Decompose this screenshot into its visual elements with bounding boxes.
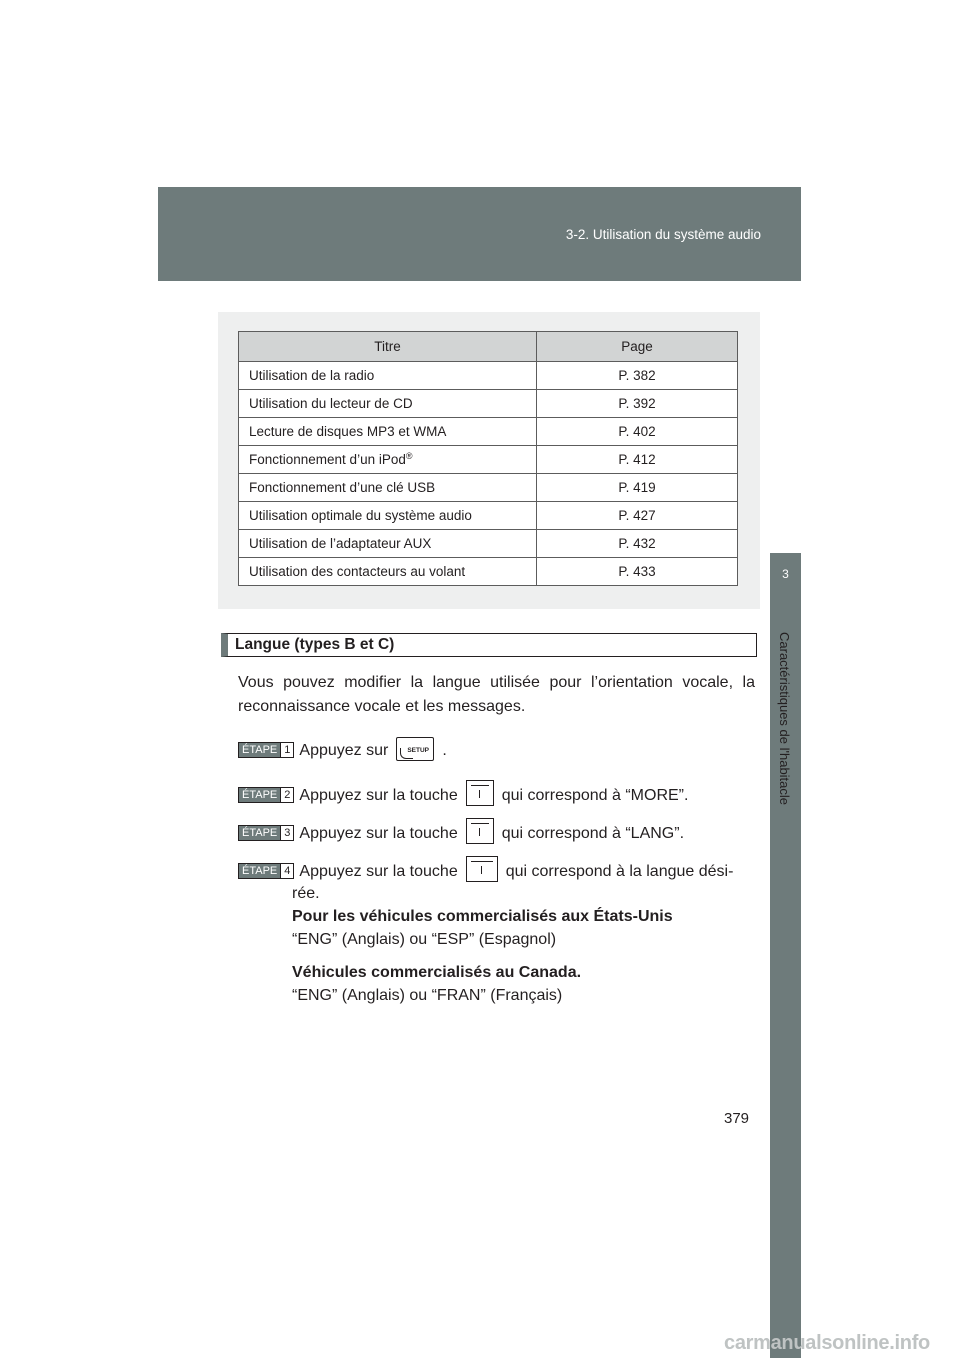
chapter-number: 3: [782, 567, 789, 581]
step-text: Appuyez sur la touche: [299, 863, 458, 880]
table-row: [239, 390, 738, 418]
step-3: [238, 818, 684, 845]
row-page: P. 419: [537, 474, 738, 502]
table-row: [239, 474, 738, 502]
row-title-cell: [239, 446, 537, 474]
row-page: P. 382: [537, 362, 738, 390]
reference-table-panel: [218, 312, 760, 609]
note-text-canada: “ENG” (Anglais) ou “FRAN” (Français): [292, 987, 563, 1004]
step-4: [238, 856, 733, 883]
step-text: Appuyez sur: [299, 742, 389, 759]
step-badge-label: ÉTAPE: [239, 788, 280, 802]
row-page: P. 402: [537, 418, 738, 446]
header-band: [158, 187, 801, 281]
step-text-end: qui correspond à “MORE”.: [501, 787, 689, 804]
note-heading-us: Pour les véhicules commercialisés aux États-Unis: [292, 908, 673, 925]
note-text-us: “ENG” (Anglais) ou “ESP” (Espagnol): [292, 931, 557, 948]
setup-key-label: SETUP: [407, 747, 429, 754]
column-header-title: Titre: [239, 332, 537, 362]
step-badge: [238, 825, 294, 841]
step-badge-number: 1: [280, 743, 293, 757]
step-4-continuation: [292, 882, 673, 1007]
chapter-title: Caractéristiques de l'habitacle: [777, 632, 792, 806]
step-badge-label: ÉTAPE: [239, 826, 280, 840]
setup-button-icon: [396, 737, 434, 761]
preset-button-icon: [466, 818, 494, 844]
table-row: [239, 502, 738, 530]
note-heading-canada: Véhicules commercialisés au Canada.: [292, 964, 582, 981]
key-arrow-icon: [400, 748, 413, 759]
step-text: Appuyez sur la touche: [299, 787, 458, 804]
page-number: 379: [724, 1110, 750, 1127]
step-2: [238, 780, 688, 807]
preset-button-icon: [466, 780, 494, 806]
table-row: [239, 446, 738, 474]
row-title: Utilisation de l’adaptateur AUX: [239, 530, 537, 558]
step-text: Appuyez sur la touche: [299, 825, 458, 842]
row-title: Lecture de disques MP3 et WMA: [239, 418, 537, 446]
section-heading: Langue (types B et C): [221, 633, 757, 657]
row-title: Utilisation de la radio: [239, 362, 537, 390]
table-header-row: [239, 332, 738, 362]
row-page: P. 412: [537, 446, 738, 474]
step-badge-label: ÉTAPE: [239, 864, 280, 878]
table-row: [239, 530, 738, 558]
row-title: Fonctionnement d’un iPod: [249, 452, 406, 467]
continuation-text: rée.: [292, 885, 320, 902]
table-row: [239, 558, 738, 586]
step-badge-number: 3: [280, 826, 293, 840]
step-badge-label: ÉTAPE: [239, 743, 280, 757]
reference-table: [238, 331, 738, 586]
section-title: 3-2. Utilisation du système audio: [565, 227, 761, 242]
step-1: [238, 737, 447, 762]
row-title: Utilisation des contacteurs au volant: [239, 558, 537, 586]
step-badge: [238, 742, 294, 758]
step-text-end: .: [442, 742, 447, 759]
step-text-end: qui correspond à la langue dési-: [505, 863, 734, 880]
row-title: Utilisation du lecteur de CD: [239, 390, 537, 418]
registered-mark: ®: [405, 451, 413, 461]
row-page: P. 433: [537, 558, 738, 586]
step-text-end: qui correspond à “LANG”.: [501, 825, 685, 842]
preset-button-icon: [466, 856, 498, 882]
step-badge: [238, 787, 294, 803]
watermark: carmanualsonline.info: [724, 1332, 930, 1354]
row-title: Utilisation optimale du système audio: [239, 502, 537, 530]
row-page: P. 432: [537, 530, 738, 558]
table-row: [239, 362, 738, 390]
step-badge-number: 2: [280, 788, 293, 802]
section-intro: Vous pouvez modifier la langue utilisée pour l’orientation vocale, la reconnaissance vocale et les messages.: [238, 674, 755, 715]
step-badge: [238, 863, 294, 879]
row-page: P. 427: [537, 502, 738, 530]
step-badge-number: 4: [280, 864, 293, 878]
row-title: Fonctionnement d’une clé USB: [239, 474, 537, 502]
row-page: P. 392: [537, 390, 738, 418]
table-row: [239, 418, 738, 446]
column-header-page: Page: [537, 332, 738, 362]
